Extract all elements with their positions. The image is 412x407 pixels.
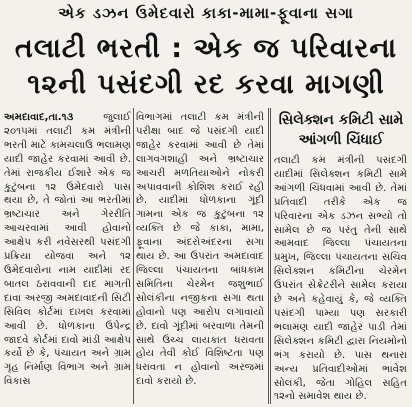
dateline: અમદાવાદ,તા.૧૩ (4, 112, 74, 123)
column-1-text: જુલાઈ ૨૦૧૫માં તલાટી કમ મંત્રીની ભરતી માટે કામચલાઉ ભલામણ યાદી જાહેર કરવામાં આવી છે. તેમાં રાજકીય ઈશારે એક જ કુટુંબના ૧૨ ઉમેદવારો પાસ થયા છે, તે જોતાં આ ભરતીમાં ભ્રષ્ટાચાર અને ગેરરીતિ આચરવામાં આવી હોવાનો આક્ષેપ કરી નવેસરથી પસંદગી પ્રક્રિયા યોજવા અને ૧૨ ઉમેદવારોના નામ યાદીમાં રદ બાતલ ઠરાવવાની દાદ માગતી દાવા અરજી અમદાવાદની સિટી સિવિલ કોર્ટમાં દાખલ કરવામાં આવી છે. ધોળકાના ઉપેન્દ્ર જાદવે કોર્ટમાં દાવો માંડી આક્ષેપ કર્યો છે કે, પંચાયત અને ગ્રામ ગૃહ નિર્માણ વિભાગ અને ગ્રામ વિકાસ (4, 112, 131, 388)
column-2-text: વિભાગમાં તલાટી કમ મંત્રીની પરીક્ષા બાદ જે પસંદગી યાદી જાહેર કરવામાં આવી છે તેમાં લાગવગશાહી અને ભ્રષ્ટાચાર આચરી મળતિયાઓને નોકરી અપાવવાની કોશિશ કરાઈ રહી છે. યાદીમાં ધોળકાના ગૂંદી ગામના એક જ કુટુંબના ૧૨ વ્યક્તિ છે જે કાકા, મામા, ફૂવાના અંદરોઅંદરના સગા થાય છે. આ ઉપરાંત અમદાવાદ જિલ્લા પંચાયતના બાંધકામ સમિતિના ચેરમેન જશુભાઈ સોલંકીના નજીકના સગા થતા હોવાનો પણ આરોપ લગાવાયો છે. દાવો ગૂંદીમાં બરવાળા તેમની સાથે ઉચ્ચ લાયકાત ધરાવતા હોય તેવી કોઈ વિશિષ્ટતા પણ ધરાવતા ન હોવાનો અરજમાં દાવો કરાયો છે. (136, 112, 264, 388)
kicker-line: એક ડઝન ઉમેદવારો કાકા-મામા-ફૂવાના સગા (58, 4, 354, 22)
article-column-1 (4, 111, 131, 389)
column-divider-1 (133, 108, 134, 404)
headline-line-1: તલાટી ભરતી : એક જ પરિવારના (14, 33, 398, 64)
headline-line-2: ૧૨ની પસંદગી રદ કરવા માગણી (27, 69, 385, 100)
column-3-text: તલાટી કમ મંત્રીની પસંદગી યાદીમાં સિલેક્શન કમિટી સામે આંગળી ચિંધવામાં આવી છે. તેમાં પ્રતિવાદી તરીકે એક જ પરિવારના એક ડઝન સભ્યો તો સામેલ છે જ પરંતુ તેની સાથે આમવાદ જિલ્લા પંચાયતના પ્રમુખ, જિલ્લા પંચાયતના સચિવ સિલેક્શન કમિટીના ચેરમેન ઉપરાંત સેક્રેટરીને સામેલ કરાયા છે અને કહેવાયું કે, જે વ્યક્તિ પસંદગી પામ્યા પણ સરકારી ભલામણ યાદી જાહેર પાડી તેમાં સિલેક્શન કમિટી દ્વારા નિયમોનો ભંગ કરાયો છે. પાસ થનારા અન્ય પ્રતિવાદીઓમાં ભાવેશ સોલંકી, જેતા ગોહિલ સહિત ૧૨નો સમાવેશ થાય છે. (274, 155, 407, 403)
column-divider-2 (268, 108, 269, 404)
sidebar-subhead-line-2: આંગળી ચિંધાઈ (298, 132, 384, 148)
article-column-2 (136, 111, 264, 389)
sidebar-subhead-line-1: સિલેક્શન કમિટી સામે (278, 112, 404, 128)
column-divider-3 (270, 108, 271, 404)
article-column-3 (274, 154, 407, 404)
